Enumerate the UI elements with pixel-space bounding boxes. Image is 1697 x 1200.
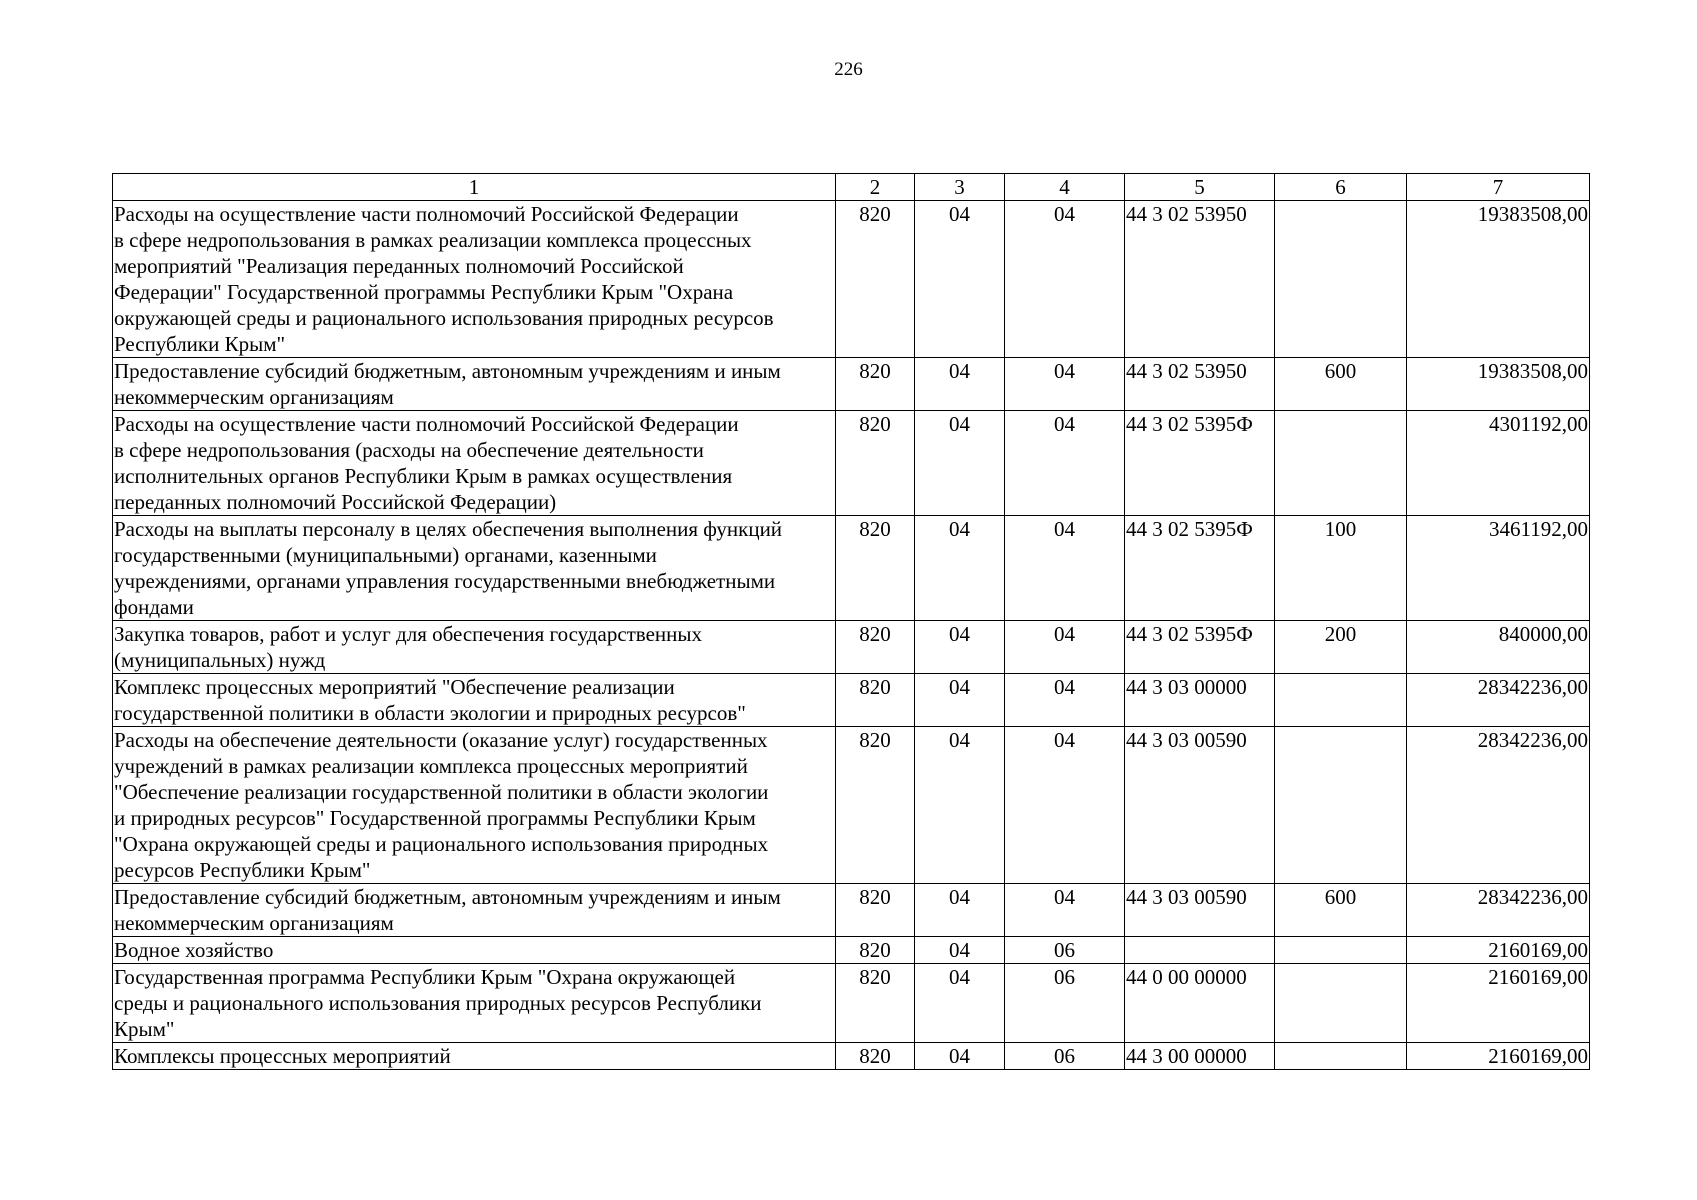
row-expense-type: 600 (1275, 358, 1407, 411)
row-target-code: 44 3 02 5395Ф (1125, 516, 1275, 621)
row-amount: 2160169,00 (1407, 964, 1590, 1043)
row-amount: 28342236,00 (1407, 884, 1590, 937)
row-section-code: 04 (915, 516, 1005, 621)
row-ministry-code: 820 (836, 964, 915, 1043)
row-name: Расходы на выплаты персоналу в целях обеспечения выполнения функций государственными (муниципальными) органами, казенными учреждениями, органами управления государственными внебюджетными фондами (113, 516, 836, 621)
row-ministry-code: 820 (836, 358, 915, 411)
row-amount: 19383508,00 (1407, 358, 1590, 411)
row-target-code (1125, 937, 1275, 964)
row-expense-type: 200 (1275, 621, 1407, 674)
row-amount: 19383508,00 (1407, 201, 1590, 358)
row-subsection-code: 04 (1005, 516, 1125, 621)
table-row (113, 727, 1590, 884)
row-name: Предоставление субсидий бюджетным, автономным учреждениям и иным некоммерческим организациям (113, 358, 836, 411)
table-row (113, 516, 1590, 621)
row-subsection-code: 04 (1005, 621, 1125, 674)
row-amount: 28342236,00 (1407, 674, 1590, 727)
header-col-7: 7 (1407, 174, 1590, 201)
row-subsection-code: 04 (1005, 358, 1125, 411)
row-target-code: 44 3 02 53950 (1125, 201, 1275, 358)
row-section-code: 04 (915, 411, 1005, 516)
row-amount: 2160169,00 (1407, 937, 1590, 964)
row-ministry-code: 820 (836, 1043, 915, 1070)
row-section-code: 04 (915, 358, 1005, 411)
row-target-code: 44 3 03 00590 (1125, 727, 1275, 884)
row-section-code: 04 (915, 727, 1005, 884)
row-ministry-code: 820 (836, 674, 915, 727)
header-col-3: 3 (915, 174, 1005, 201)
header-col-2: 2 (836, 174, 915, 201)
row-name: Закупка товаров, работ и услуг для обеспечения государственных (муниципальных) нужд (113, 621, 836, 674)
table-row (113, 884, 1590, 937)
row-expense-type (1275, 674, 1407, 727)
row-ministry-code: 820 (836, 884, 915, 937)
row-section-code: 04 (915, 201, 1005, 358)
row-ministry-code: 820 (836, 621, 915, 674)
row-ministry-code: 820 (836, 411, 915, 516)
header-col-6: 6 (1275, 174, 1407, 201)
row-section-code: 04 (915, 1043, 1005, 1070)
row-expense-type (1275, 727, 1407, 884)
row-expense-type (1275, 937, 1407, 964)
row-ministry-code: 820 (836, 937, 915, 964)
row-expense-type: 600 (1275, 884, 1407, 937)
row-amount: 4301192,00 (1407, 411, 1590, 516)
header-col-4: 4 (1005, 174, 1125, 201)
header-col-5: 5 (1125, 174, 1275, 201)
table-header (113, 174, 1590, 201)
row-target-code: 44 3 02 5395Ф (1125, 621, 1275, 674)
table-row (113, 411, 1590, 516)
budget-table (112, 173, 1590, 1070)
row-subsection-code: 06 (1005, 937, 1125, 964)
table-row (113, 964, 1590, 1043)
row-target-code: 44 3 00 00000 (1125, 1043, 1275, 1070)
row-name: Водное хозяйство (113, 937, 836, 964)
row-subsection-code: 04 (1005, 674, 1125, 727)
row-ministry-code: 820 (836, 727, 915, 884)
row-expense-type (1275, 964, 1407, 1043)
row-name: Расходы на осуществление части полномочий Российской Федерации в сфере недропользования в рамках реализации комплекса процессных мероприятий "Реализация переданных полномочий Российской Федерации" Государственной программы Республики Крым "Охрана окружающей среды и рационального использования природных ресурсов Республики Крым" (113, 201, 836, 358)
row-section-code: 04 (915, 884, 1005, 937)
row-target-code: 44 3 03 00000 (1125, 674, 1275, 727)
table-row (113, 937, 1590, 964)
row-amount: 28342236,00 (1407, 727, 1590, 884)
row-expense-type (1275, 1043, 1407, 1070)
row-amount: 3461192,00 (1407, 516, 1590, 621)
row-section-code: 04 (915, 964, 1005, 1043)
row-name: Расходы на осуществление части полномочий Российской Федерации в сфере недропользования (расходы на обеспечение деятельности исполнительных органов Республики Крым в рамках осуществления переданных полномочий Российской Федерации) (113, 411, 836, 516)
row-name: Комплекс процессных мероприятий "Обеспечение реализации государственной политики в области экологии и природных ресурсов" (113, 674, 836, 727)
row-expense-type: 100 (1275, 516, 1407, 621)
table-row (113, 201, 1590, 358)
page-number: 226 (834, 59, 863, 80)
table-row (113, 1043, 1590, 1070)
row-expense-type (1275, 411, 1407, 516)
row-name: Государственная программа Республики Крым "Охрана окружающей среды и рационального использования природных ресурсов Республики Крым" (113, 964, 836, 1043)
row-ministry-code: 820 (836, 516, 915, 621)
table-row (113, 621, 1590, 674)
row-subsection-code: 04 (1005, 201, 1125, 358)
row-section-code: 04 (915, 674, 1005, 727)
row-subsection-code: 06 (1005, 964, 1125, 1043)
row-amount: 840000,00 (1407, 621, 1590, 674)
table-body (113, 201, 1590, 1070)
row-subsection-code: 04 (1005, 411, 1125, 516)
table-row (113, 674, 1590, 727)
row-subsection-code: 04 (1005, 727, 1125, 884)
header-row (113, 174, 1590, 201)
row-subsection-code: 06 (1005, 1043, 1125, 1070)
row-ministry-code: 820 (836, 201, 915, 358)
row-target-code: 44 3 02 5395Ф (1125, 411, 1275, 516)
row-amount: 2160169,00 (1407, 1043, 1590, 1070)
row-section-code: 04 (915, 621, 1005, 674)
row-target-code: 44 0 00 00000 (1125, 964, 1275, 1043)
header-col-1: 1 (113, 174, 836, 201)
row-name: Предоставление субсидий бюджетным, автономным учреждениям и иным некоммерческим организациям (113, 884, 836, 937)
row-section-code: 04 (915, 937, 1005, 964)
row-name: Комплексы процессных мероприятий (113, 1043, 836, 1070)
row-target-code: 44 3 03 00590 (1125, 884, 1275, 937)
row-expense-type (1275, 201, 1407, 358)
row-subsection-code: 04 (1005, 884, 1125, 937)
row-name: Расходы на обеспечение деятельности (оказание услуг) государственных учреждений в рамках реализации комплекса процессных мероприятий "Обеспечение реализации государственной политики в области экологии и природных ресурсов" Государственной программы Республики Крым "Охрана окружающей среды и рационального использования природных ресурсов Республики Крым" (113, 727, 836, 884)
table-row (113, 358, 1590, 411)
row-target-code: 44 3 02 53950 (1125, 358, 1275, 411)
